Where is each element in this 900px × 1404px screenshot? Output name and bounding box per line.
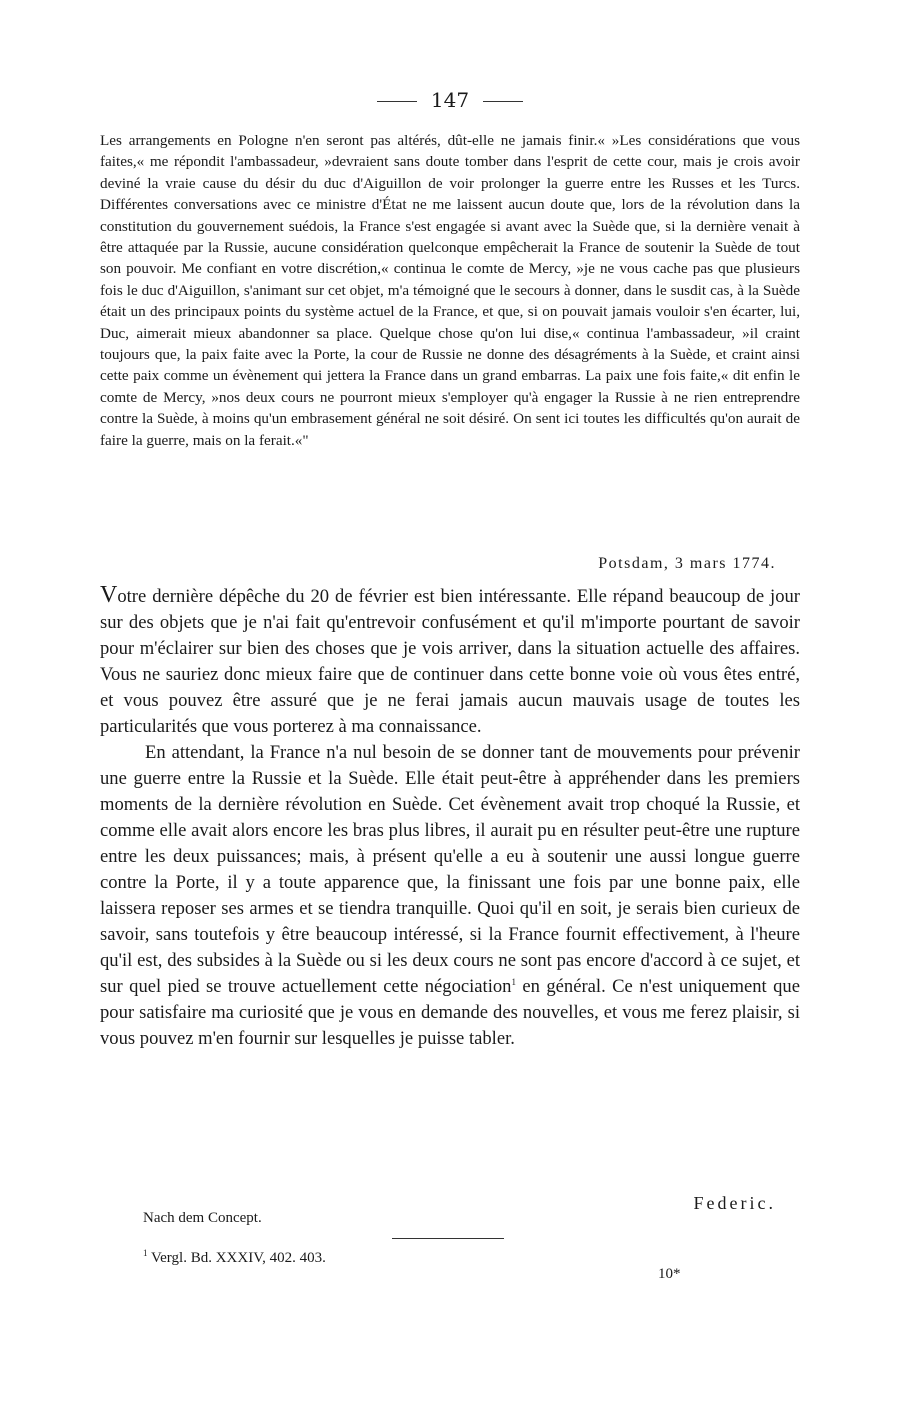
footnote-text: Vergl. Bd. XXXIV, 402. 403.	[147, 1250, 326, 1266]
quoted-report-text: Les arrangements en Pologne n'en seront pas altérés, dût-elle ne jamais finir.« »Les considérations que vous faites,« me répondit l'ambassadeur, »devraient sans doute tomber dans l'esprit de cette cour, mais je crois avoir deviné la vraie cause du désir du duc d'Aiguillon de voir prolonger la guerre entre les Russes et les Turcs. Différentes conversations avec ce ministre d'État ne me laissent aucun doute que, lors de la révolution dans la constitution du gouvernement suédois, la France s'est engagée si avant avec la Suède que, si la dernière venait à être attaquée par la Russie, aucune considération quelconque empêcherait la France de soutenir la Suède de tout son pouvoir. Me confiant en votre discrétion,« continua le comte de Mercy, »je ne vous cache pas que plusieurs fois le duc d'Aiguillon, s'animant sur cet objet, m'a témoigné que le secours à donner, dans le susdit cas, à la Suède était un des principaux points du système actuel de la France, et que, si on pouvait jamais vouloir s'en écarter, lui, Duc, aimerait mieux abandonner sa place. Quelque chose qu'on lui dise,« continua l'ambassadeur, »il craint toujours que, la paix faite avec la Porte, la cour de Russie ne donne des désagréments à la Suède, et craint ainsi cette paix comme un évènement qui jettera la France dans un grand embarras. La paix une fois faite,« dit enfin le comte de Mercy, »nos deux cours ne pourront mieux s'employer qu'à engager la Russie à ne rien entreprendre contre la Suède, à moins qu'un embrasement général ne soit désiré. On sent ici toutes les difficultés qu'on aurait de faire la guerre, mais on la ferait.«"	[100, 132, 800, 449]
initial-letter: V	[100, 582, 118, 608]
footnote-mark: 1	[143, 1248, 148, 1258]
letter-paragraph-2-end: en général. Ce n'est uniquement que pour satisfaire ma curiosité que je vous en demande des nouvelles, et vous me ferez plaisir, si vous pouvez m'en fournir sur lesquelles je puisse tabler.	[100, 976, 800, 1049]
quoted-report-block	[100, 130, 800, 451]
letter-paragraph-1	[100, 582, 800, 740]
signature-mark: 10*	[658, 1266, 681, 1282]
header-rule-left	[377, 101, 417, 102]
source-note: Nach dem Concept.	[143, 1210, 262, 1226]
page-header	[0, 86, 900, 114]
signature: Federic.	[693, 1193, 776, 1213]
letter-body	[100, 582, 800, 1052]
dateline: Potsdam, 3 mars 1774.	[598, 555, 776, 572]
page-number: 147	[430, 88, 470, 112]
header-rule-right	[483, 101, 523, 102]
letter-paragraph-1-text: otre dernière dépêche du 20 de février est bien intéressante. Elle répand beaucoup de jour sur des objets que je n'ai fait qu'entrevoir confusément et qu'il m'importe pourtant de savoir pour m'éclairer sur bien des choses que je vois arriver, dans la situation actuelle des affaires. Vous ne sauriez donc mieux faire que de continuer dans cette bonne voie où vous êtes entré, et vous pouvez être assuré que je ne ferai jamais aucun mauvais usage de toutes les particularités que vous porterez à ma connaissance.	[100, 586, 800, 737]
footnote-rule	[392, 1238, 504, 1239]
letter-paragraph-2-text: En attendant, la France n'a nul besoin de se donner tant de mouvements pour prévenir une guerre entre la Russie et la Suède. Elle était peut-être à appréhender dans les premiers moments de la dernière révolution en Suède. Cet évènement avait trop choqué la Russie, et comme elle avait alors encore les bras plus libres, il aurait pu en résulter peut-être une rupture entre les deux puissances; mais, à présent qu'elle a eu à soutenir une aussi longue guerre contre la Porte, il y a toute apparence que, la finissant une fois par une bonne paix, elle laissera reposer ses armes et se tiendra tranquille. Quoi qu'il en soit, je serais bien curieux de savoir, sans toutefois y être beaucoup intéressé, si la France fournit effectivement, à l'heure qu'il est, des subsides à la Suède ou si les deux cours ne sont pas encore d'accord à ce sujet, et sur quel pied se trouve actuellement cette négociation	[100, 742, 800, 997]
footnote	[143, 1250, 326, 1267]
footnote-reference: 1	[511, 976, 516, 987]
letter-paragraph-2	[100, 740, 800, 1052]
